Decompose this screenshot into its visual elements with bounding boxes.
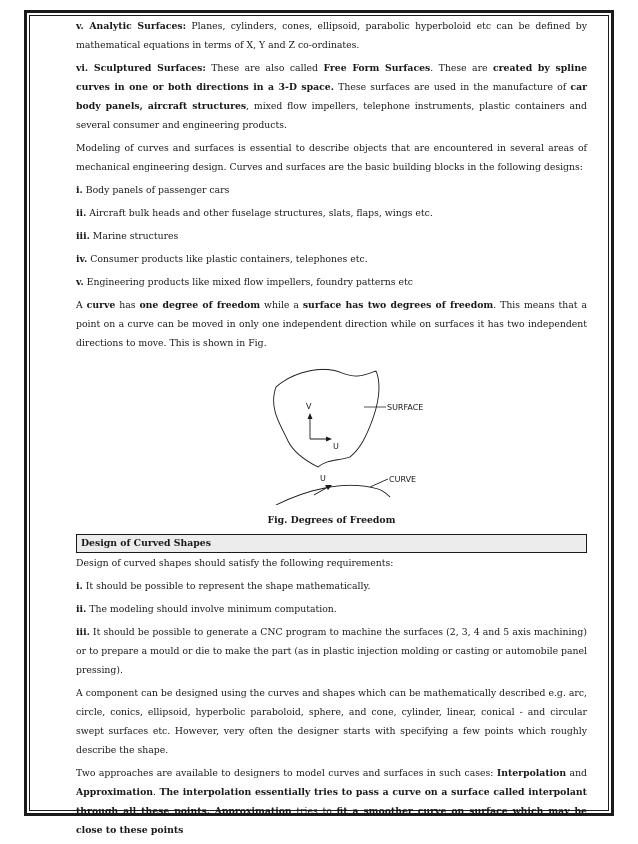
curve-u-arrow — [314, 487, 328, 495]
paragraph-requirements-intro: Design of curved shapes should satisfy the following requirements: — [76, 558, 394, 569]
paragraph-sculptured-surfaces: vi. Sculptured Surfaces: These are also called Free Form Surfaces. These are created by spline curves in one or both directions in a 3-D space. These surfaces are used in the manufacture of car body panels, aircraft structures, mixed flow impellers, telephone instruments, plastic containers and several consumer and engineering products. — [76, 63, 587, 131]
list-item: ii. The modeling should involve minimum computation. — [76, 604, 337, 615]
list-item: i. Body panels of passenger cars — [76, 185, 230, 196]
curve-leader-line — [370, 479, 388, 487]
list-item: i. It should be possible to represent the shape mathematically. — [76, 581, 371, 592]
list-item: iii. Marine structures — [76, 231, 179, 242]
label-curve: CURVE — [389, 475, 417, 484]
paragraph-analytic-surfaces: v. Analytic Surfaces: Planes, cylinders, cones, ellipsoid, parabolic hyperboloid etc can be defined by mathematical equations in terms of X, Y and Z co-ordinates. — [76, 21, 588, 51]
label-u-surface: U — [333, 442, 339, 451]
figure-degrees-of-freedom — [76, 365, 587, 505]
paragraph-approaches: Two approaches are available to designers to model curves and surfaces in such cases: Interpolation and Approximation. The interpolation essentially tries to pass a curve on a surface called interpolant through all these points. Approximation tries to fit a smoother curve on surface which may be close to these points — [76, 768, 588, 836]
document-body — [76, 17, 587, 844]
paragraph-degrees-of-freedom: A curve has one degree of freedom while a surface has two degrees of freedom. This means that a point on a curve can be moved in only one independent direction while on surfaces it has two independent directions to move. This is shown in Fig. — [76, 300, 588, 349]
list-item: ii. Aircraft bulk heads and other fuselage structures, slats, flaps, wings etc. — [76, 208, 433, 219]
list-item: iii. It should be possible to generate a CNC program to machine the surfaces (2, 3, 4 and 5 axis machining) or to prepare a mould or die to make the part (as in plastic injection molding or casting or automobile panel pressing). — [76, 627, 587, 676]
v-arrowhead — [308, 413, 313, 419]
paragraph-component: A component can be designed using the curves and shapes which can be mathematically described e.g. arc, circle, conics, ellipsoid, hyperbolic paraboloid, sphere, and cone, cylinder, linear, conical - and circular swept surfaces etc. However, very often the designer starts with specifying a few points which roughly describe the shape. — [76, 688, 587, 756]
section-heading: Design of Curved Shapes — [76, 534, 587, 553]
paragraph-modeling: Modeling of curves and surfaces is essential to describe objects that are encountered in several areas of mechanical engineering design. Curves and surfaces are the basic building blocks in the following designs: — [76, 143, 587, 173]
label-v: V — [306, 402, 312, 411]
label-u-curve: U — [320, 474, 326, 483]
figure-caption: Fig. Degrees of Freedom — [267, 515, 396, 526]
list-item: v. Engineering products like mixed flow impellers, foundry patterns etc — [76, 277, 413, 288]
u-arrowhead — [326, 437, 332, 442]
degrees-of-freedom-diagram — [254, 365, 434, 505]
curve-line — [276, 485, 390, 505]
label-surface: SURFACE — [387, 403, 424, 412]
surface-outline — [274, 369, 379, 467]
list-item: iv. Consumer products like plastic containers, telephones etc. — [76, 254, 368, 265]
